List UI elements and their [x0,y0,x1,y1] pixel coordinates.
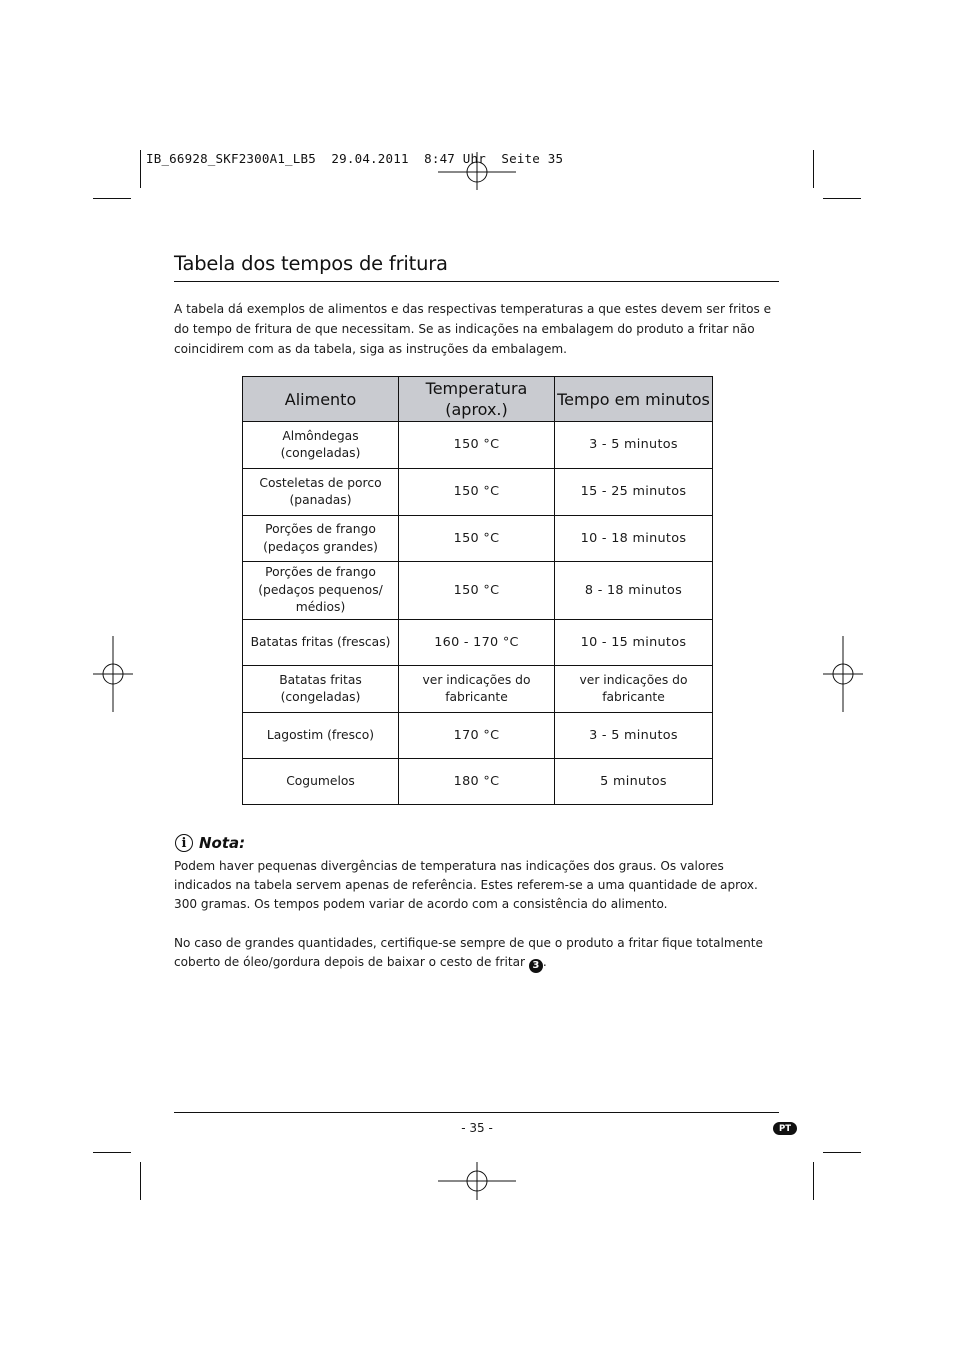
temperature-cell: 150 °C [399,422,555,469]
food-cell: Costeletas de porco (panadas) [243,469,399,516]
temperature-cell: 150 °C [399,469,555,516]
food-cell: Lagostim (fresco) [243,713,399,759]
crop-mark [823,1152,861,1153]
time-cell: 5 minutos [555,759,713,805]
table-row [243,759,713,805]
time-cell: 15 - 25 minutos [555,469,713,516]
header-time: Tempo em minutos [555,377,713,422]
temperature-cell: ver indicações do fabricante [399,666,555,713]
time-cell: 3 - 5 minutos [555,713,713,759]
food-cell: Batatas fritas (congeladas) [243,666,399,713]
info-icon: i [175,834,193,852]
food-cell: Almôndegas (congeladas) [243,422,399,469]
time-cell: ver indicações do fabricante [555,666,713,713]
food-cell: Porções de frango (pedaços pequenos/ médios) [243,562,399,620]
food-cell: Batatas fritas (frescas) [243,620,399,666]
food-cell: Porções de frango (pedaços grandes) [243,516,399,562]
time-cell: 10 - 18 minutos [555,516,713,562]
page-number: - 35 - [461,1121,493,1135]
print-slug: IB_66928_SKF2300A1_LB5 29.04.2011 8:47 Uhr Seite 35 [146,151,564,166]
time-cell: 3 - 5 minutos [555,422,713,469]
crop-mark [813,1162,814,1200]
note-paragraph-1: Podem haver pequenas divergências de temperatura nas indicações dos graus. Os valores indicados na tabela servem apenas de referência. Estes referem-se a uma quantidade de aprox. 300 gramas. Os tempos podem variar de acordo com a consistência do alimento. [174,859,758,911]
header-temperature: Temperatura (aprox.) [399,377,555,422]
note-heading-label: Nota: [199,834,246,852]
crop-mark [140,1162,141,1200]
title-divider [174,281,779,282]
header-food: Alimento [243,377,399,422]
table-row [243,469,713,516]
registration-mark-bottom [438,1162,516,1200]
note-paragraph-2-end: . [542,955,547,969]
temperature-cell: 170 °C [399,713,555,759]
time-cell: 8 - 18 minutos [555,562,713,620]
registration-mark-top [438,152,516,192]
crop-mark [813,150,814,188]
part-reference-badge: 3 [529,959,543,973]
crop-mark [140,150,141,188]
language-badge: PT [773,1122,797,1135]
registration-mark-right [823,636,863,712]
time-cell: 10 - 15 minutos [555,620,713,666]
food-cell: Cogumelos [243,759,399,805]
crop-mark [93,198,131,199]
note-paragraph-2 [174,934,784,973]
crop-mark [93,1152,131,1153]
intro-paragraph: A tabela dá exemplos de alimentos e das respectivas temperaturas a que estes devem ser fritos e do tempo de fritura de que necessitam. Se as indicações na embalagem do produto a fritar não coincidirem com as da tabela, siga as instruções da embalagem. [174,302,772,356]
temperature-cell: 160 - 170 °C [399,620,555,666]
frying-times-table [242,376,713,805]
temperature-cell: 150 °C [399,562,555,620]
note-heading [175,834,245,852]
table-row [243,422,713,469]
registration-mark-left [93,636,133,712]
crop-mark [823,198,861,199]
table-row [243,562,713,620]
table-row [243,516,713,562]
temperature-cell: 180 °C [399,759,555,805]
table-row [243,620,713,666]
note-paragraph-2-text: No caso de grandes quantidades, certifique-se sempre de que o produto a fritar fique totalmente coberto de óleo/gordura depois de baixar o cesto de fritar [174,936,763,969]
table-row [243,713,713,759]
temperature-cell: 150 °C [399,516,555,562]
footer-divider [174,1112,779,1113]
table-row [243,666,713,713]
table-header-row [243,377,713,422]
page-title: Tabela dos tempos de fritura [174,252,448,275]
